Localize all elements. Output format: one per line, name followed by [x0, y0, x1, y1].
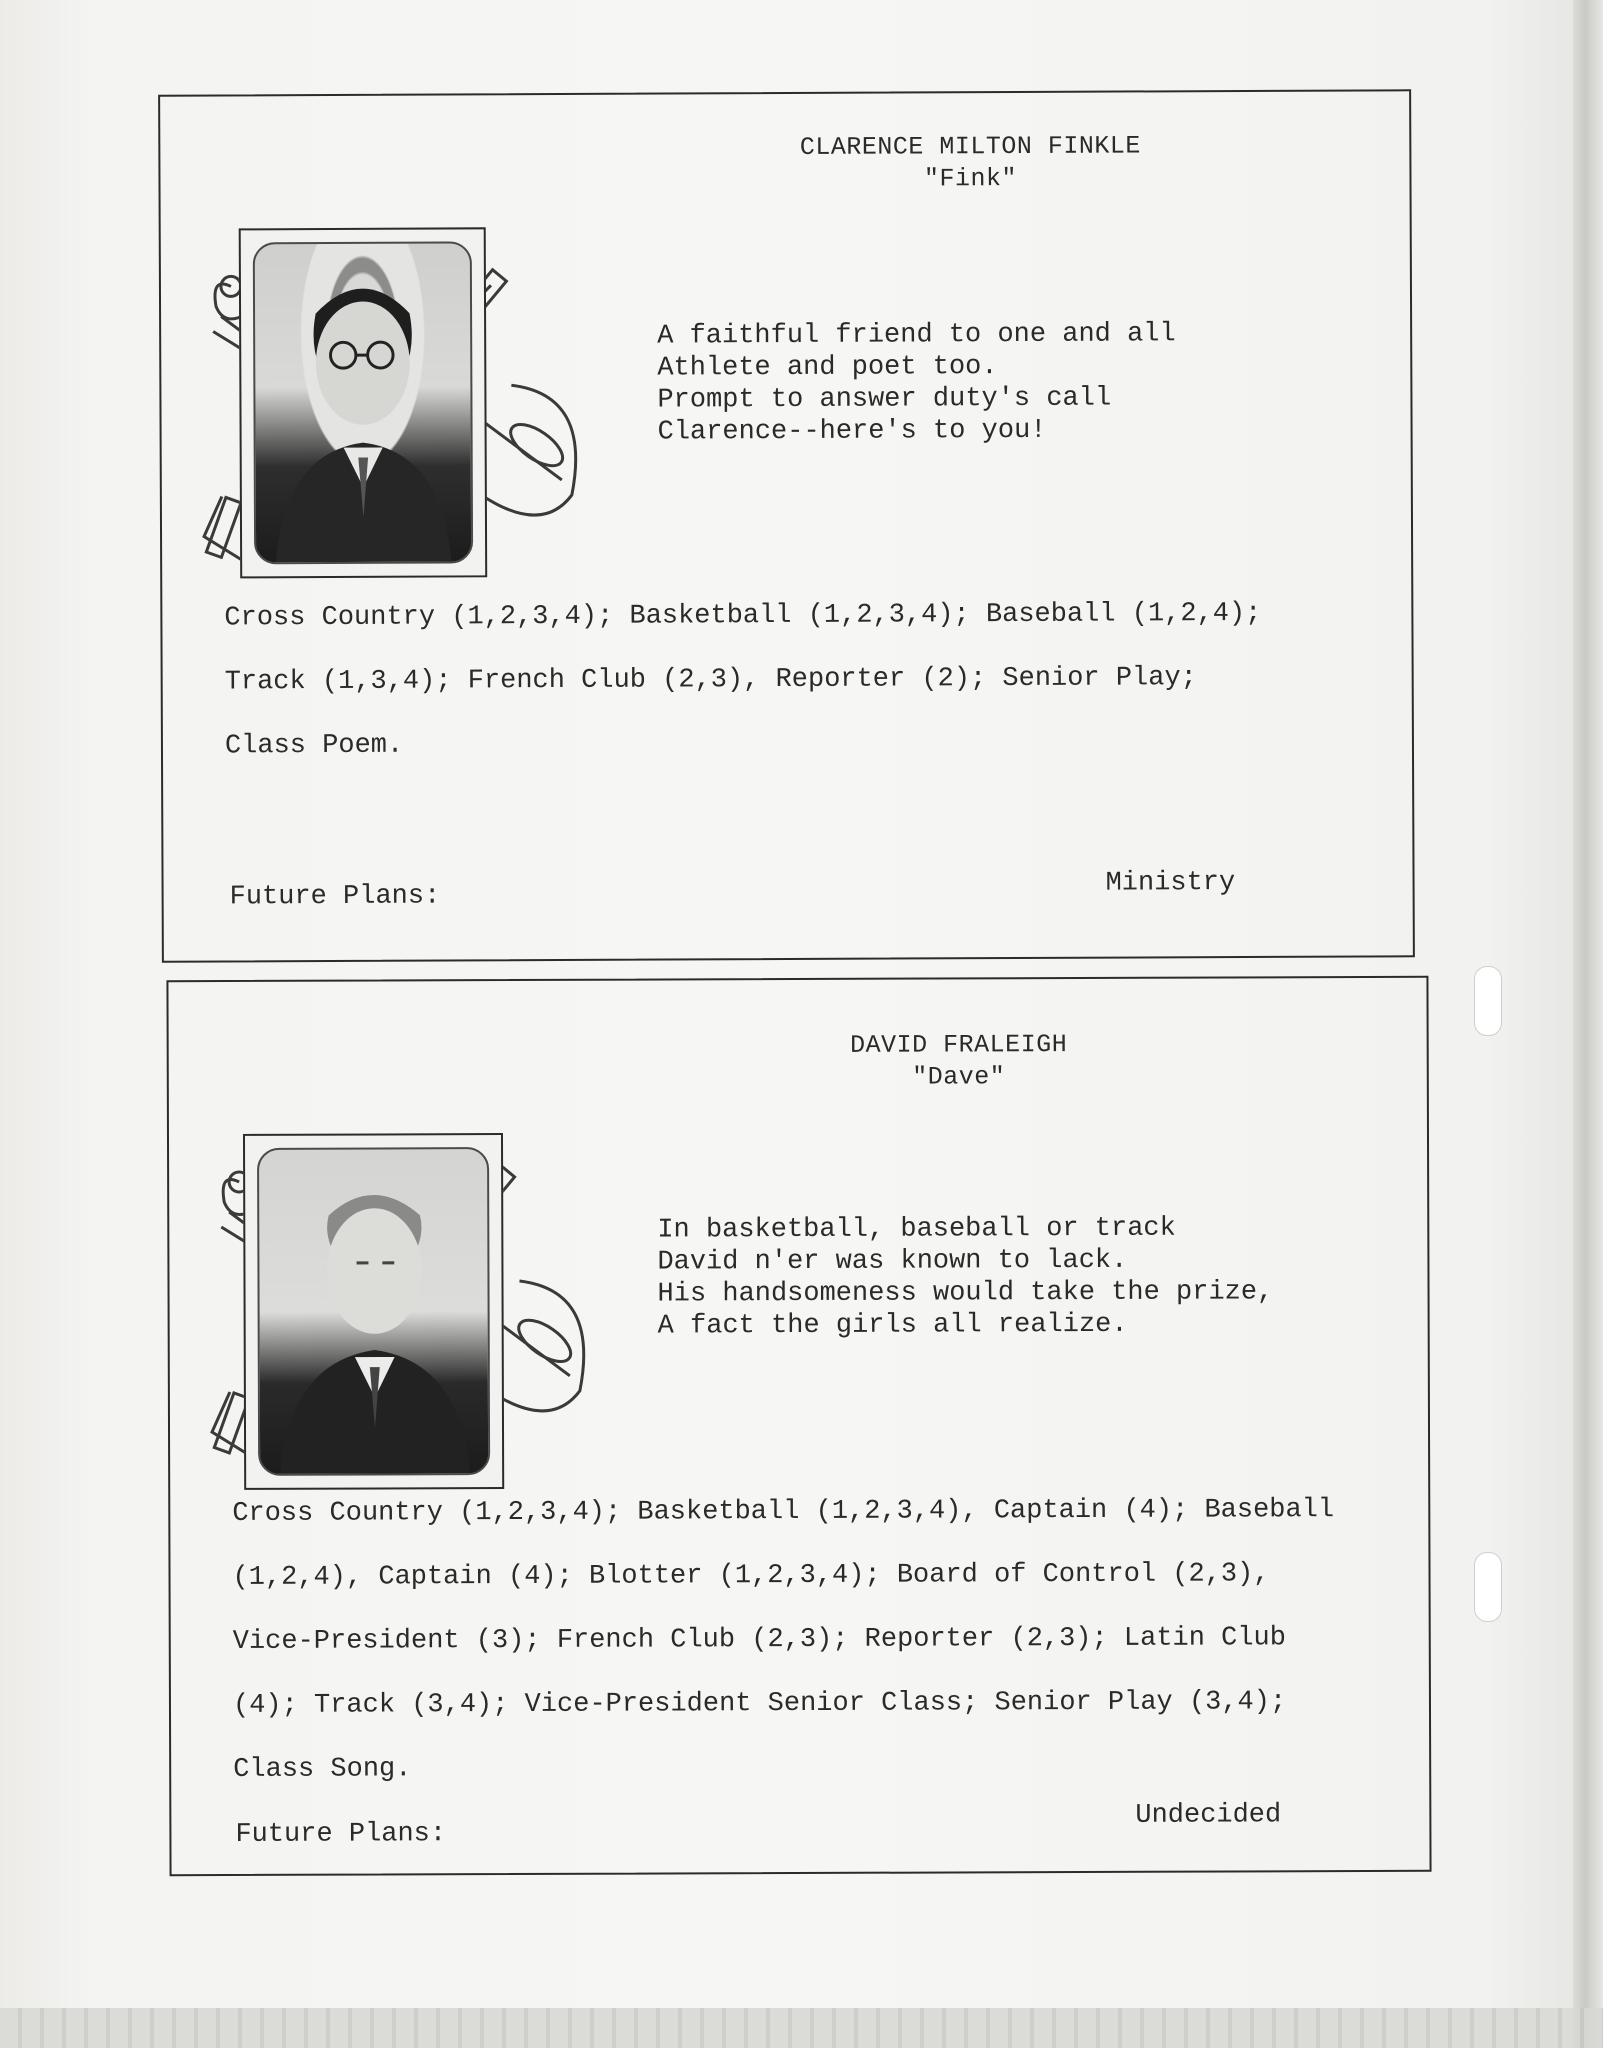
- student-nickname: "Dave": [912, 1062, 1006, 1092]
- binder-hole: [1474, 966, 1502, 1036]
- student-card-fraleigh: [166, 976, 1431, 1876]
- student-portrait-photo: [253, 241, 473, 564]
- binder-hole: [1474, 1552, 1502, 1622]
- student-name: DAVID FRALEIGH: [850, 1030, 1068, 1060]
- portrait-frame: [239, 227, 488, 578]
- portrait-frame: [243, 1133, 504, 1490]
- future-plans-value: Undecided: [1135, 1800, 1282, 1831]
- student-nickname: "Fink": [923, 163, 1018, 194]
- future-plans-label: Future Plans:: [235, 1819, 447, 1850]
- dedication-poem: A faithful friend to one and all Athlete and poet too. Prompt to answer duty's call Clarence--here's to you!: [657, 319, 1176, 448]
- dedication-poem: In basketball, baseball or track David n'er was known to lack. His handsomeness would take the prize, A fact the girls all realize.: [657, 1213, 1274, 1342]
- sheet-protector-edge: [1573, 0, 1603, 2048]
- future-plans-value: Ministry: [1105, 868, 1236, 899]
- portrait-figure-icon: [259, 1149, 488, 1474]
- student-portrait-photo: [257, 1147, 490, 1476]
- portrait-figure-icon: [255, 243, 471, 562]
- student-name: CLARENCE MILTON FINKLE: [799, 131, 1141, 162]
- activities-list: Cross Country (1,2,3,4); Basketball (1,2,3,4), Captain (4); Baseball (1,2,4), Captain (4); Blotter (1,2,3,4); Board of Control (2,3), Vice-President (3); French Club (2,3); Reporter (2,3); Latin Club (4); Track (3,4); Vice-President Senior Class; Senior Play (3,4); Class Song.: [232, 1495, 1335, 1785]
- future-plans-label: Future Plans:: [229, 881, 441, 913]
- activities-list: Cross Country (1,2,3,4); Basketball (1,2,3,4); Baseball (1,2,4); Track (1,3,4); French Club (2,3), Reporter (2); Senior Play; Class Poem.: [224, 598, 1262, 762]
- student-card-finkle: [158, 89, 1415, 962]
- binder-strip: [0, 2008, 1603, 2048]
